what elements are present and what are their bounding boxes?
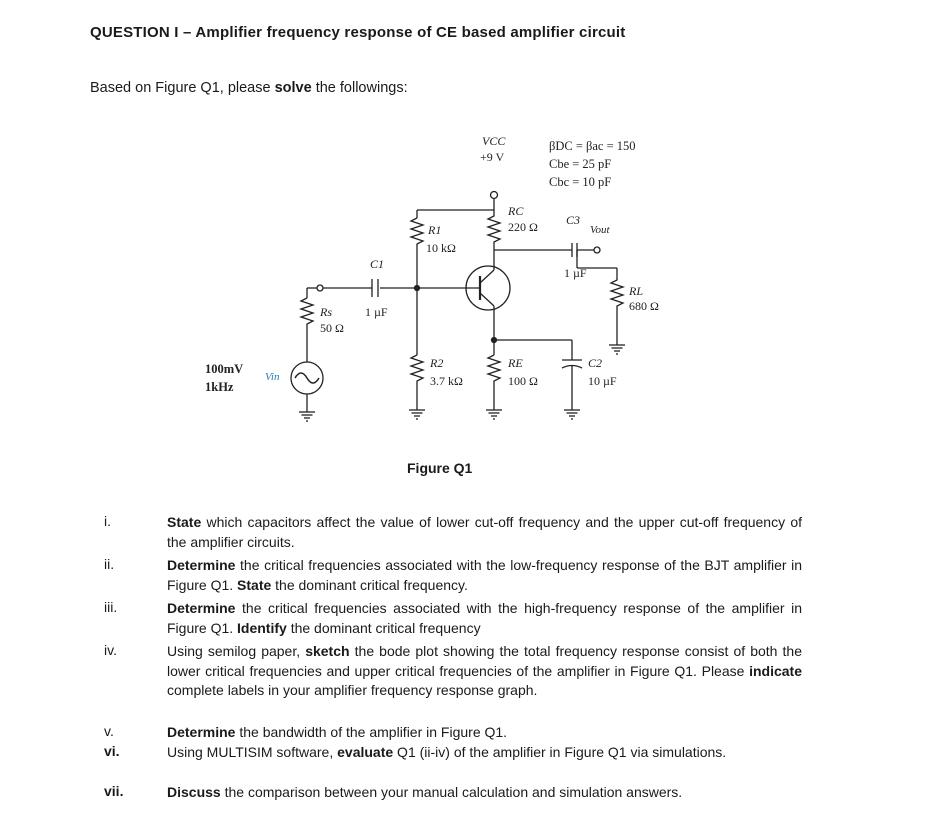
- question-text: Using semilog paper, sketch the bode plot showing the total frequency response consist of both the lower critical frequencies and upper critical frequencies of the amplifier in Figure Q1. Please indicate complete labels in your amplifier frequency response graph.: [167, 643, 802, 698]
- question-text: Using MULTISIM software, evaluate Q1 (ii-iv) of the amplifier in Figure Q1 via simulations.: [167, 744, 727, 760]
- vout-label: Vout: [590, 224, 610, 236]
- question-number: vi.: [104, 743, 120, 759]
- question-text: Determine the bandwidth of the amplifier in Figure Q1.: [167, 724, 508, 740]
- intro-text: Based on Figure Q1, please solve the followings:: [90, 80, 408, 96]
- cbc-label: Cbc = 10 pF: [549, 175, 612, 189]
- figure-caption: Figure Q1: [407, 460, 473, 476]
- question-text: Discuss the comparison between your manual calculation and simulation answers.: [167, 784, 683, 800]
- rl-name: RL: [629, 284, 644, 298]
- c3-name: C3: [566, 213, 581, 227]
- vin-label: Vin: [265, 371, 280, 383]
- question-number: v.: [104, 723, 114, 739]
- vout-terminal: [594, 247, 600, 253]
- question-text: Determine the critical frequencies associated with the high-frequency response of the amplifier in Figure Q1. Identify the dominant critical frequency: [167, 600, 802, 636]
- r1-name: R1: [428, 223, 442, 237]
- rc-value: 220 Ω: [508, 220, 538, 234]
- r2-name: R2: [430, 356, 444, 370]
- c2-value: 10 µF: [588, 374, 617, 388]
- question-number: i.: [104, 513, 111, 529]
- c3-value: 1 µF: [564, 266, 587, 280]
- question-number: vii.: [104, 783, 124, 799]
- vcc-terminal: [491, 192, 498, 199]
- rs-resistor: [301, 298, 313, 362]
- question-number: ii.: [104, 556, 115, 572]
- rs-value: 50 Ω: [320, 321, 344, 335]
- source-amplitude: 100mV: [205, 362, 244, 376]
- question-text: Determine the critical frequencies associated with the low-frequency response of the BJT amplifier in Figure Q1. State the dominant critical frequency.: [167, 557, 802, 593]
- rl-value: 680 Ω: [629, 299, 659, 313]
- vcc-label: VCC: [482, 134, 506, 148]
- vcc-value: +9 V: [480, 150, 505, 164]
- re-resistor: [488, 355, 500, 410]
- c1-value: 1 µF: [365, 305, 388, 319]
- source-frequency: 1kHz: [205, 380, 234, 394]
- c1-name: C1: [370, 257, 385, 271]
- re-name: RE: [508, 356, 523, 370]
- re-value: 100 Ω: [508, 374, 538, 388]
- rl-resistor: [611, 268, 623, 345]
- question-title: QUESTION I – Amplifier frequency response of CE based amplifier circuit: [90, 24, 626, 41]
- r1-value: 10 kΩ: [426, 241, 456, 255]
- question-number: iii.: [104, 599, 118, 615]
- rs-name: Rs: [320, 305, 332, 319]
- circuit-diagram: [195, 120, 675, 440]
- cbe-label: Cbe = 25 pF: [549, 157, 612, 171]
- rc-name: RC: [508, 204, 524, 218]
- question-number: iv.: [104, 642, 117, 658]
- r2-resistor: [411, 355, 423, 410]
- beta-label: βDC = βac = 150: [549, 139, 636, 153]
- rc-resistor: [488, 210, 500, 260]
- r2-value: 3.7 kΩ: [430, 374, 463, 388]
- c2-name: C2: [588, 356, 603, 370]
- question-text: State which capacitors affect the value of lower cut-off frequency and the upper cut-off frequency of the amplifier circuits.: [167, 514, 802, 550]
